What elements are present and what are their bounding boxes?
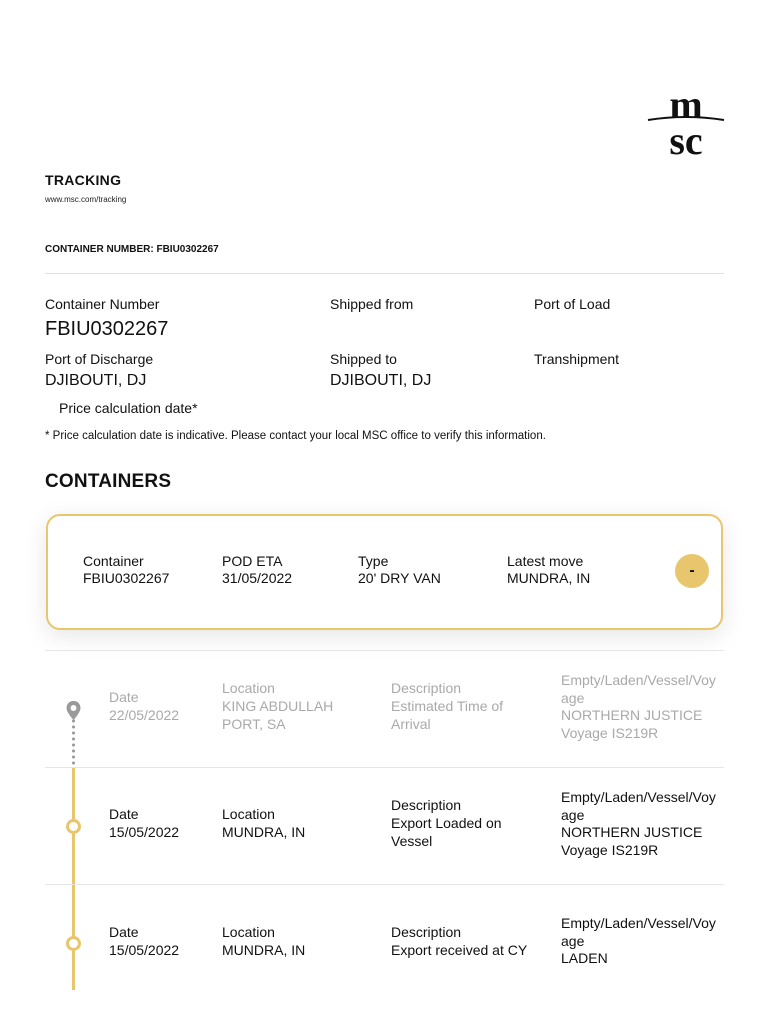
- event-elvv-label: Empty/Laden/Vessel/Voyage: [561, 789, 716, 823]
- card-type-label: Type: [358, 553, 389, 569]
- price-calculation-note: * Price calculation date is indicative. Please contact your local MSC office to verify this information.: [45, 430, 546, 442]
- event-date-label: Date: [109, 924, 139, 940]
- event-elvv-label: Empty/Laden/Vessel/Voyage: [561, 672, 716, 706]
- card-pod-eta-label: POD ETA: [222, 553, 283, 569]
- event-location-label: Location: [222, 924, 275, 940]
- event-description-label: Description: [391, 680, 462, 696]
- port-of-discharge-label: Port of Discharge: [45, 351, 154, 367]
- event-description-value: Export Loaded on Vessel: [391, 815, 502, 849]
- card-latest-move-label: Latest move: [507, 553, 584, 569]
- event-row: [45, 767, 724, 884]
- event-location-value: MUNDRA, IN: [222, 942, 306, 958]
- port-of-load-label: Port of Load: [534, 296, 611, 312]
- event-date-value: 22/05/2022: [109, 707, 180, 723]
- container-card[interactable]: [46, 514, 723, 630]
- page-title: TRACKING: [45, 172, 122, 188]
- event-vessel-value: NORTHERN JUSTICE: [561, 707, 703, 723]
- event-vessel-value: NORTHERN JUSTICE: [561, 824, 703, 840]
- card-pod-eta-value: 31/05/2022: [222, 570, 293, 586]
- event-date-value: 15/05/2022: [109, 824, 180, 840]
- shipped-to-value: DJIBOUTI, DJ: [330, 372, 432, 389]
- event-timeline: [45, 650, 724, 990]
- svg-text:m: m: [669, 84, 703, 127]
- event-row: [45, 884, 724, 1001]
- event-description-value: Estimated Time of Arrival: [391, 698, 504, 732]
- event-location-value: KING ABDULLAH PORT, SA: [222, 698, 334, 732]
- container-number-heading: CONTAINER NUMBER: FBIU0302267: [45, 244, 219, 255]
- transhipment-label: Transhipment: [534, 351, 620, 367]
- timeline-node-icon: [66, 819, 81, 834]
- event-description-label: Description: [391, 924, 462, 940]
- event-elvv-label: Empty/Laden/Vessel/Voyage: [561, 915, 716, 949]
- event-row: [45, 650, 724, 767]
- timeline-node-icon: [66, 936, 81, 951]
- containers-title: CONTAINERS: [45, 471, 172, 492]
- card-type-value: 20' DRY VAN: [358, 570, 441, 586]
- shipped-from-label: Shipped from: [330, 296, 414, 312]
- event-location-label: Location: [222, 680, 275, 696]
- collapse-button[interactable]: -: [675, 554, 709, 588]
- card-container-label: Container: [83, 553, 144, 569]
- port-of-discharge-value: DJIBOUTI, DJ: [45, 372, 147, 389]
- event-voyage-value: Voyage IS219R: [561, 842, 659, 858]
- event-voyage-value: Voyage IS219R: [561, 725, 659, 741]
- card-container-value: FBIU0302267: [83, 570, 170, 586]
- location-pin-icon: [65, 700, 82, 722]
- shipped-to-label: Shipped to: [330, 351, 397, 367]
- price-calculation-label: Price calculation date*: [59, 400, 198, 416]
- container-number-label: Container Number: [45, 296, 160, 312]
- event-date-label: Date: [109, 806, 139, 822]
- page-url: www.msc.com/tracking: [45, 195, 127, 204]
- event-location-label: Location: [222, 806, 275, 822]
- event-date-label: Date: [109, 689, 139, 705]
- card-latest-move-value: MUNDRA, IN: [507, 570, 591, 586]
- svg-text:sc: sc: [669, 118, 703, 156]
- event-description-value: Export received at CY: [391, 942, 528, 958]
- msc-logo: [646, 84, 726, 156]
- event-status-value: LADEN: [561, 950, 608, 966]
- event-description-label: Description: [391, 797, 462, 813]
- event-date-value: 15/05/2022: [109, 942, 180, 958]
- container-number-value: FBIU0302267: [45, 318, 169, 340]
- divider: [45, 273, 724, 274]
- event-location-value: MUNDRA, IN: [222, 824, 306, 840]
